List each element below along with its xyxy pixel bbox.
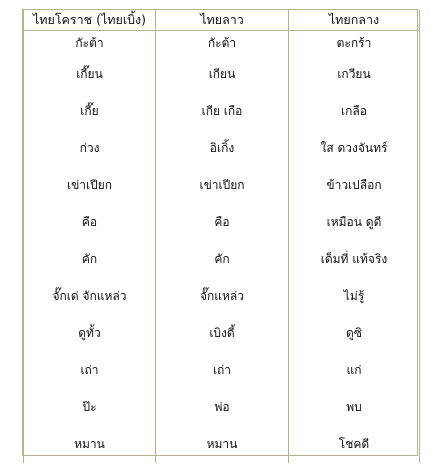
table-row [24,315,420,352]
cell-lao-thai: เบิงดี้ [156,315,289,352]
table-row [24,278,420,315]
cell-central-thai: ข้าวเปลือก [289,167,420,204]
table-row [24,389,420,426]
cell-lao-thai: กัะต้า [156,31,289,57]
cell-korat-thai: เกี๊ย [24,93,156,130]
table-row [24,204,420,241]
cell-lao-thai: เข่าเปียก [156,167,289,204]
cell-central-thai: ใส ดวงจันทร์ [289,130,420,167]
cell-korat-thai: เข่าเปียก [24,167,156,204]
cell-korat-thai: จั๊กเด่ จักแหล่ว [24,278,156,315]
header-central-thai: ไทยกลาง [289,10,420,31]
cell-lao-thai: พ่อ [156,389,289,426]
cell-lao-thai: คัก [156,241,289,278]
table-row [24,241,420,278]
cell-central-thai: ตะกร้า [289,31,420,57]
table-row [24,93,420,130]
cell-korat-thai: เถ่า [24,352,156,389]
cell-central-thai: แก่ [289,352,420,389]
table-row [24,130,420,167]
cell-lao-thai: คือ [156,204,289,241]
cell-korat-thai: ดูทั้ว [24,315,156,352]
table-row [24,426,420,463]
cell-lao-thai: เกียน [156,56,289,93]
cell-central-thai: ไม่รู้ [289,278,420,315]
header-row [24,10,420,31]
cell-lao-thai: เถ่า [156,352,289,389]
cell-central-thai: ดูซิ [289,315,420,352]
vocabulary-table [23,10,420,463]
cell-korat-thai: หมาน [24,426,156,463]
cell-korat-thai: เกี๊ยน [24,56,156,93]
cell-central-thai: พบ [289,389,420,426]
header-korat-thai: ไทยโคราช (ไทยเบิ้ง) [24,10,156,31]
cell-korat-thai: กัะต้า [24,31,156,57]
table-row [24,352,420,389]
cell-korat-thai: ก่วง [24,130,156,167]
cell-lao-thai: จั๊กแหล่ว [156,278,289,315]
cell-central-thai: โชคดี [289,426,420,463]
table-row [24,31,420,57]
header-lao-thai: ไทยลาว [156,10,289,31]
vocabulary-table-frame [22,9,418,456]
cell-central-thai: เกลือ [289,93,420,130]
cell-central-thai: เกวียน [289,56,420,93]
cell-lao-thai: เกีย เกือ [156,93,289,130]
cell-lao-thai: หมาน [156,426,289,463]
table-row [24,167,420,204]
cell-central-thai: เด็มที่ แท้จริง [289,241,420,278]
cell-korat-thai: คือ [24,204,156,241]
cell-central-thai: เหมือน ดูดี [289,204,420,241]
table-row [24,56,420,93]
cell-lao-thai: อิเกิ้ง [156,130,289,167]
cell-korat-thai: ป๊ะ [24,389,156,426]
cell-korat-thai: คัก [24,241,156,278]
